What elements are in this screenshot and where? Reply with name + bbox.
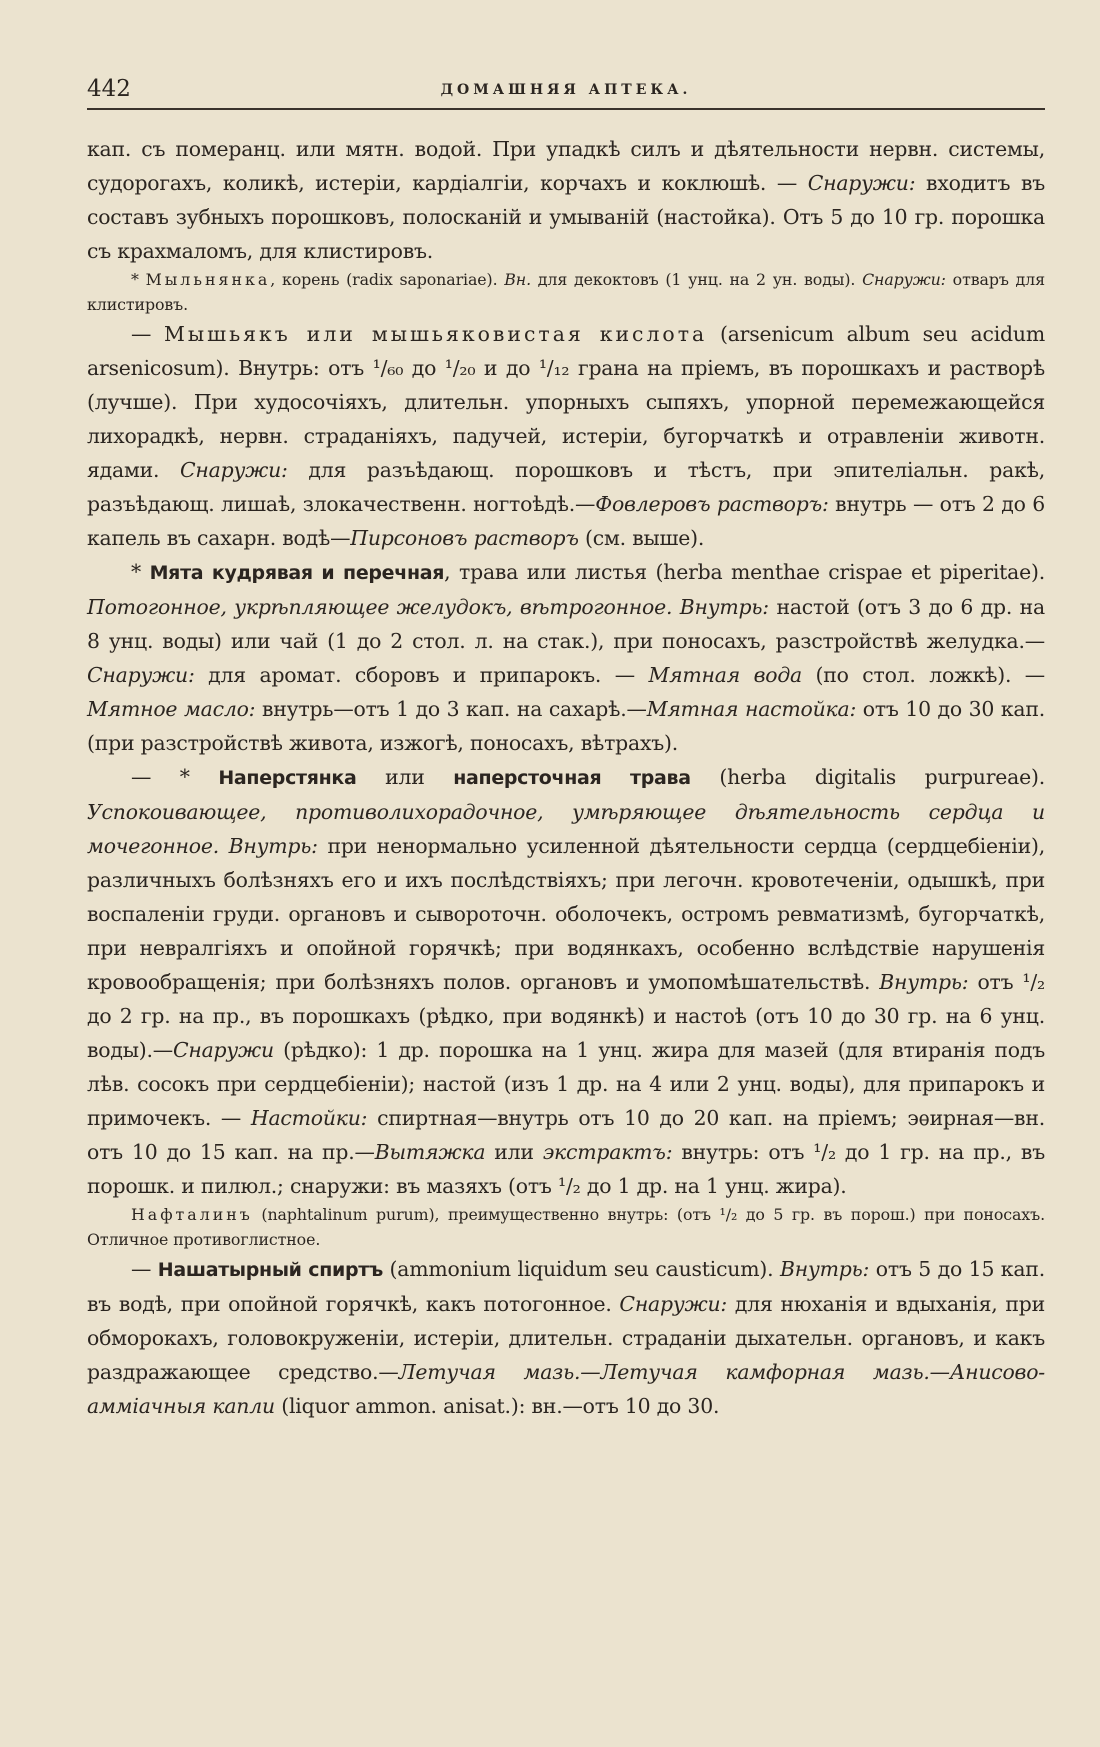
entry-heading: Наперстянка	[218, 767, 357, 789]
italic-phrase: Мятная вода	[648, 663, 802, 687]
entry-heading: Нашатырный спиртъ	[157, 1259, 383, 1281]
text-run: , корень (radix saponariae).	[270, 270, 505, 289]
page-number: 442	[87, 76, 131, 102]
text-run: (рѣдко): 1 др. порошка на 1 унц. жира для мазей (для втиранія подъ лѣв. сосокъ при сердцебіеніи); настой (изъ 1 др. на 4 или 2 унц. воды), для припарокъ и примочекъ. —	[87, 1038, 1045, 1130]
text-run: (naphtalinum purum), преимущественно внутрь: (отъ ¹/₂ до 5 гр. въ порош.) при поносахъ. Отличное противоглистное.	[87, 1205, 1045, 1249]
text-run: (liquor ammon. anisat.): вн.—отъ 10 до 30.	[274, 1394, 720, 1418]
text-run: *	[131, 560, 150, 584]
entry-heading: Мята кудрявая и перечная	[149, 562, 445, 584]
entry-term: Мышьякъ или мышьяковистая кислота	[164, 322, 708, 346]
running-title: ДОМАШНЯЯ АПТЕКА.	[440, 82, 692, 98]
paragraph-nashatyr	[87, 1252, 1045, 1423]
italic-phrase: Настойки:	[250, 1106, 368, 1130]
entry-heading: наперсточная трава	[453, 767, 691, 789]
text-run: внутрь—отъ 1 до 3 кап. на сахарѣ.—	[255, 697, 647, 721]
text-run: , трава или листья (herba menthae crispae et piperitae).	[444, 560, 1046, 584]
text-run: для нюханія и вдыханія, при обморокахъ, головокруженіи, истеріи, длительн. страданіи дыхательн. органовъ, и какъ раздражающее средство.—	[87, 1292, 1045, 1384]
italic-phrase: Вн.	[504, 270, 532, 289]
text-run: входитъ въ составъ зубныхъ порошковъ, полосканій и умываній (настойка). Отъ 5 до 10 гр. порошка съ крахмаломъ, для клистировъ.	[87, 171, 1045, 263]
italic-phrase: Летучая мазь.—Летучая камфорная мазь.—Анисово-амміачныя капли	[87, 1360, 1045, 1418]
italic-phrase: Снаружи	[172, 1038, 274, 1062]
text-run: (см. выше).	[578, 526, 705, 550]
text-run: внутрь: отъ ¹/₂ до 1 гр. на пр., въ порошк. и пилюл.; снаружи: въ мазяхъ (отъ ¹/₂ до 1 др. на 1 унц. жира).	[87, 1140, 1045, 1198]
italic-phrase: Снаружи:	[87, 663, 195, 687]
paragraph-naftalin	[87, 1203, 1045, 1252]
text-run: при ненормально усиленной дѣятельности сердца (сердцебіеніи), различныхъ болѣзняхъ его и ихъ послѣдствіяхъ; при легочн. кровотеченіи, одышкѣ, при воспаленіи груди. органовъ и сывороточн. оболочекъ, остромъ ревматизмѣ, бугорчаткѣ, при невралгіяхъ и опойной горячкѣ; при водянкахъ, особенно вслѣдствіе нарушенія кровообращенія; при болѣзняхъ полов. органовъ и умопомѣшательствѣ.	[87, 834, 1045, 994]
paragraph-myata	[87, 555, 1045, 760]
text-run: — *	[131, 765, 219, 789]
italic-phrase: Снаружи:	[619, 1292, 728, 1316]
italic-phrase: Потогонное, укрѣпляющее желудокъ, вѣтрогонное. Внутрь:	[87, 595, 769, 619]
page-header	[87, 0, 1045, 106]
text-run: спиртная—внутрь отъ 10 до 20 кап. на пріемъ; эѳирная—вн. отъ 10 до 15 кап. на пр.—	[87, 1106, 1045, 1164]
text-run: (по стол. ложкѣ). —	[802, 663, 1045, 687]
page-body	[87, 132, 1045, 1423]
text-run: или	[356, 765, 454, 789]
header-rule	[87, 108, 1045, 110]
text-run: (herba digitalis purpureae).	[690, 765, 1046, 789]
italic-phrase: Вытяжка	[374, 1140, 486, 1164]
italic-phrase: Внутрь:	[879, 970, 969, 994]
paragraph-mysyak	[87, 317, 1045, 555]
text-run: кап. съ померанц. или мятн. водой. При упадкѣ силъ и дѣятельности нервн. системы, судорогахъ, коликѣ, истеріи, кардіалгіи, корчахъ и коклюшѣ. —	[87, 137, 1045, 195]
italic-phrase: Пирсоновъ растворъ	[350, 526, 579, 550]
italic-phrase: Снаружи:	[807, 171, 916, 195]
paragraph-naperstyanka	[87, 760, 1045, 1203]
entry-term: Мыльнянка	[145, 270, 271, 289]
italic-phrase: Снаружи:	[862, 270, 946, 289]
text-run: для аромат. сборовъ и припарокъ. —	[194, 663, 649, 687]
italic-phrase: Успокоивающее, противолихорадочное, умѣряющее дѣятельность сердца и мочегонное. Внутрь:	[87, 800, 1045, 858]
text-run: отваръ для клистировъ.	[87, 270, 1045, 314]
italic-phrase: Снаружи:	[180, 458, 288, 482]
text-run: отъ ¹/₂ до 2 гр. на пр., въ порошкахъ (рѣдко, при водянкѣ) и настоѣ (отъ 10 до 30 гр. на 6 унц. воды).—	[87, 970, 1045, 1062]
text-run: настой (отъ 3 до 6 др. на 8 унц. воды) или чай (1 до 2 стол. л. на стак.), при поносахъ, разстройствѣ желудка.—	[87, 595, 1045, 653]
text-run: —	[131, 1257, 158, 1281]
text-run: (ammonium liquidum seu causticum).	[382, 1257, 780, 1281]
italic-phrase: Мятная настойка:	[646, 697, 857, 721]
italic-phrase: Внутрь:	[780, 1257, 870, 1281]
text-run: для разъѣдающ. порошковъ и тѣстъ, при эпителіальн. ракѣ, разъѣдающ. лишаѣ, злокачественн. ногтоѣдѣ.—	[87, 458, 1045, 516]
paragraph-mylnyanka	[87, 268, 1045, 317]
text-run: для декоктовъ (1 унц. на 2 ун. воды).	[531, 270, 863, 289]
italic-phrase: Мятное масло:	[87, 697, 256, 721]
italic-phrase: экстрактъ:	[542, 1140, 673, 1164]
text-run: —	[131, 322, 164, 346]
text-run: или	[485, 1140, 543, 1164]
text-run: отъ 10 до 30 кап. (при разстройствѣ живота, изжогѣ, поносахъ, вѣтрахъ).	[87, 697, 1046, 755]
paragraph-continuation	[87, 132, 1045, 268]
italic-phrase: Фовлеровъ растворъ:	[595, 492, 829, 516]
entry-term: Нафталинъ	[131, 1205, 253, 1224]
text-run: отъ 5 до 15 кап. въ водѣ, при опойной горячкѣ, какъ потогонное.	[87, 1257, 1045, 1316]
text-run: *	[131, 270, 146, 289]
text-run: (arsenicum album seu acidum arsenicosum). Внутрь: отъ ¹/₆₀ до ¹/₂₀ и до ¹/₁₂ грана на пріемъ, въ порошкахъ и растворѣ (лучше). При худосочіяхъ, длительн. упорныхъ сыпяхъ, упорной перемежающейся лихорадкѣ, нервн. страданіяхъ, падучей, истеріи, бугорчаткѣ и отравленіи животн. ядами.	[87, 322, 1045, 482]
text-run: внутрь — отъ 2 до 6 капель въ сахарн. водѣ—	[87, 492, 1045, 550]
